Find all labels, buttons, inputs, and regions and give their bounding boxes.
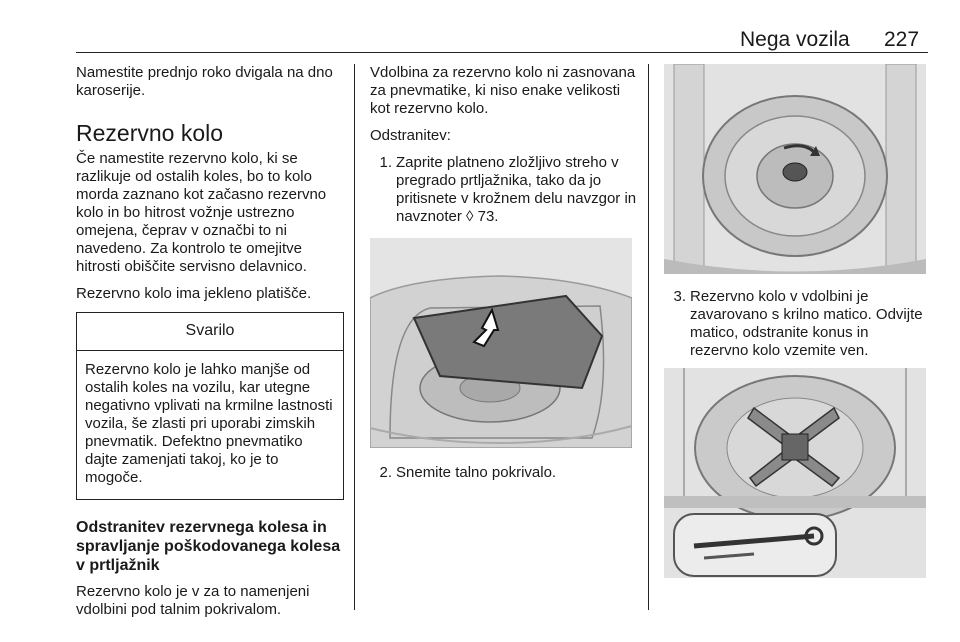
steps-list-cont [370,464,638,482]
warning-title: Svarilo [77,313,343,351]
column-3 [664,64,928,578]
column-2 [370,64,638,490]
warning-box [76,312,344,500]
steps-list-col3 [664,288,928,360]
removal-label: Odstranitev: [370,127,451,144]
column-1 [76,64,344,628]
column-divider-2 [648,64,649,610]
list-item [370,154,638,226]
steps-list [370,154,638,226]
subsection-title: Odstranitev rezervnega kolesa in spravljanje poškodovanega kolesa v prtljažnik [76,519,341,574]
spare-wheel-wing-nut-illustration [664,64,926,274]
trunk-floor-cover-illustration [370,238,632,448]
well-paragraph: Rezervno kolo je v za to namenjeni vdolbini pod talnim pokrivalom. [76,583,310,618]
page-number: 227 [884,28,920,51]
step-text: Zaprite platneno zložljivo streho v pregrado prtljažnika, tako da jo pritisnete v krožnem delu navzgor in navznoter ◊ 73. [396,154,637,225]
section-title: Rezervno kolo [76,120,224,146]
list-item [370,464,638,482]
steel-rim-paragraph: Rezervno kolo ima jekleno platišče. [76,285,312,302]
step-number: 3. [673,288,686,305]
warning-text: Rezervno kolo je lahko manjše od ostalih koles na vozilu, kar utegne negativno vplivati na krmilne lastnosti vozila, še zlasti pri uporabi zimskih pnevmatik. Defektno pnevmatiko dajte zamenjati takoj, ko je to mogoče. [85,361,333,486]
tyre-size-paragraph: Vdolbina za rezervno kolo ni zasnovana za pnevmatike, ki niso enake velikosti kot rezervno kolo. [370,64,636,117]
spare-wheel-paragraph: Če namestite rezervno kolo, ki se razlikuje od ostalih koles, bo to kolo morda zaznano kot začasno rezervno kolo in bo hitrost vožnje ustrezno omejena, čeprav v označbi to ni navedeno. Za kontrolo te omejitve hitrosti obiščite servisno delavnico. [76,150,327,275]
intro-paragraph: Namestite prednjo roko dvigala na dno karoserije. [76,64,333,99]
step-number: 2. [379,464,392,481]
header-title: Nega vozila [740,28,850,51]
step-text: Rezervno kolo v vdolbini je zavarovano s krilno matico. Odvijte matico, odstranite konus in rezervno kolo vzemite ven. [690,288,923,359]
column-divider-1 [354,64,355,610]
step-number: 1. [379,154,392,171]
step-text: Snemite talno pokrivalo. [396,464,557,481]
jack-and-tools-illustration [664,368,926,578]
header-rule [76,52,928,53]
list-item [664,288,928,360]
